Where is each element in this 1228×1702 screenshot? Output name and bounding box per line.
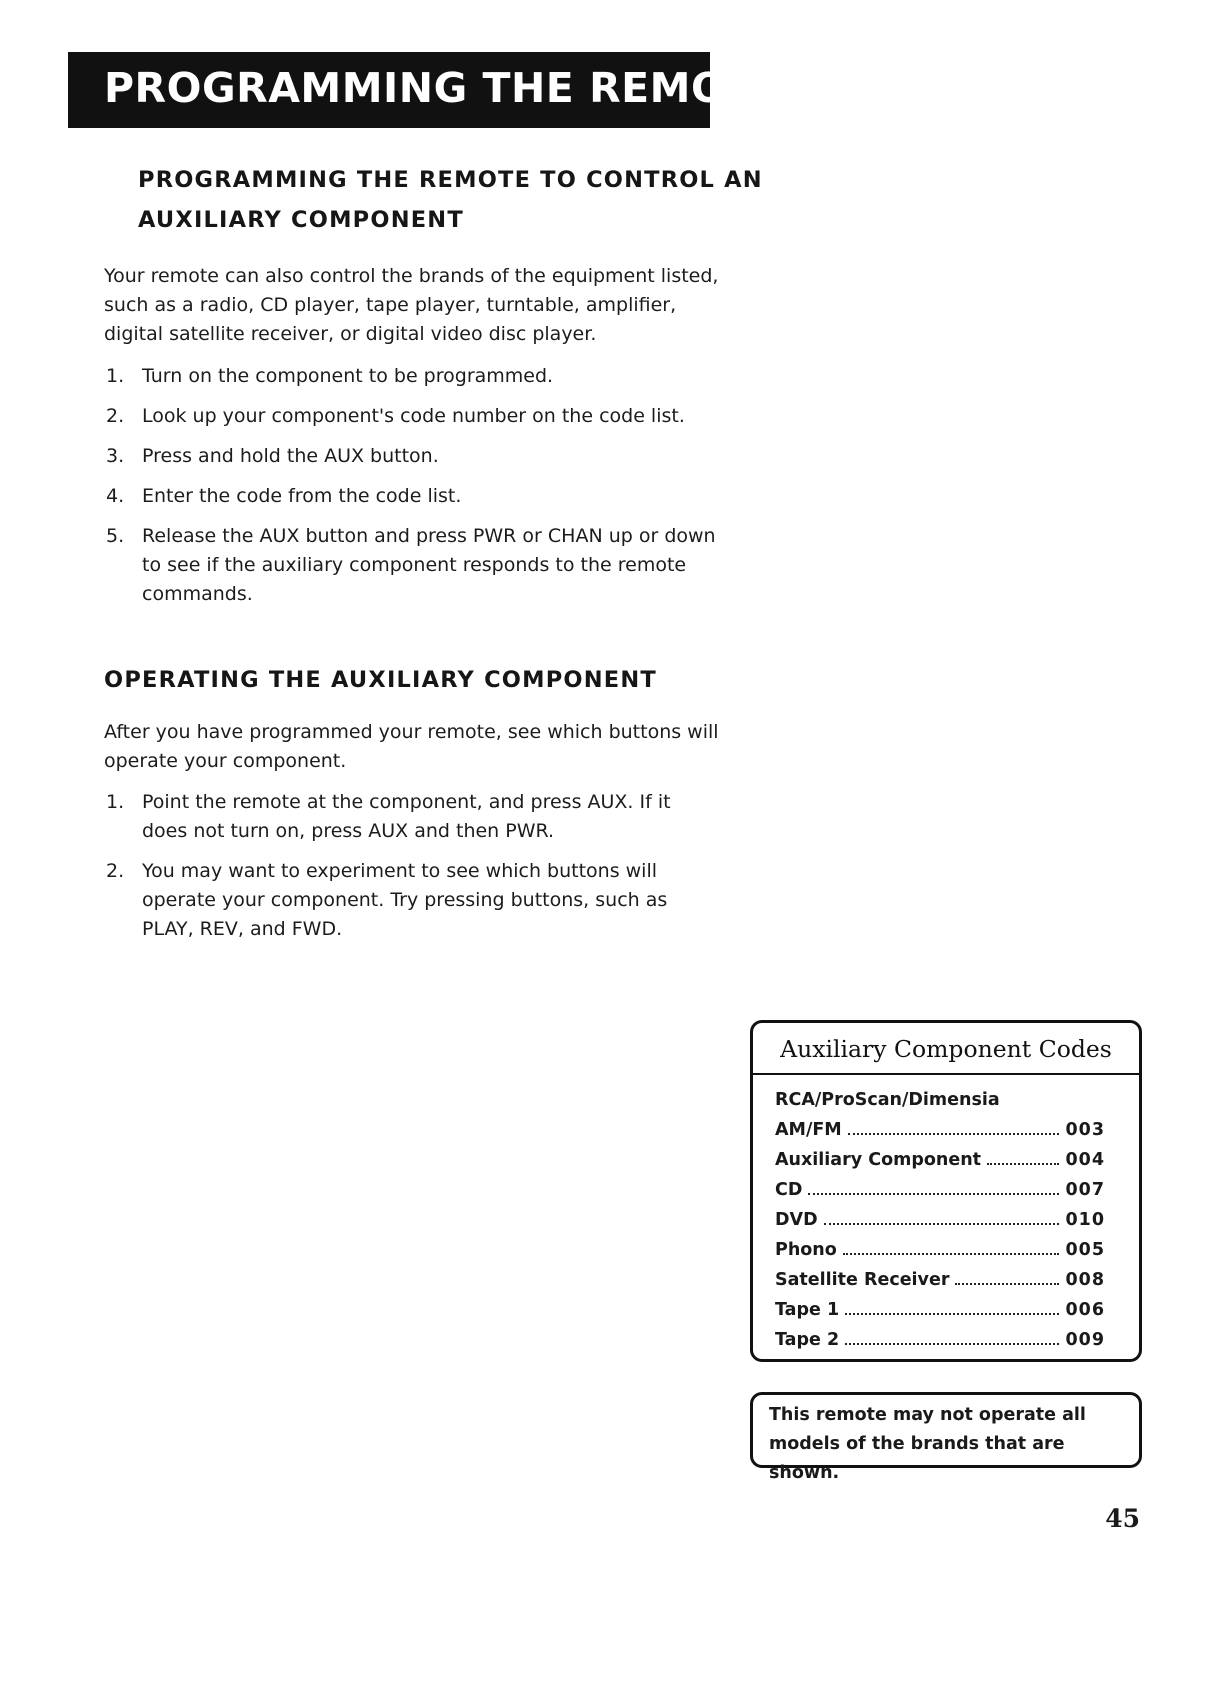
- section-heading-line: PROGRAMMING THE REMOTE TO CONTROL AN: [138, 167, 763, 193]
- step-text: Press and hold the AUX button.: [142, 445, 439, 467]
- code-number: 007: [1065, 1180, 1105, 1200]
- code-number: 005: [1065, 1240, 1105, 1260]
- programming-step: [106, 522, 718, 609]
- step-text: You may want to experiment to see which buttons will operate your component. Try pressing buttons, such as PLAY, REV, and FWD.: [142, 860, 668, 940]
- dot-leader: [955, 1283, 1059, 1285]
- code-number: 004: [1065, 1150, 1105, 1170]
- step-number: 1.: [106, 791, 125, 813]
- dot-leader: [845, 1343, 1059, 1345]
- page-banner: [68, 52, 784, 128]
- section-heading-line: AUXILIARY COMPONENT: [138, 207, 464, 233]
- code-component-name: DVD: [775, 1210, 818, 1230]
- code-component-name: Tape 1: [775, 1300, 840, 1320]
- code-component-name: Phono: [775, 1240, 837, 1260]
- step-text: Look up your component's code number on the code list.: [142, 405, 685, 427]
- section-intro-paragraph: After you have programmed your remote, see which buttons will operate your component.: [104, 721, 719, 772]
- dot-leader: [987, 1163, 1059, 1165]
- code-row: [775, 1295, 1105, 1325]
- step-number: 4.: [106, 485, 125, 507]
- code-row: [775, 1145, 1105, 1175]
- code-row: [775, 1175, 1105, 1205]
- note-box: [750, 1392, 1142, 1483]
- code-row: [775, 1325, 1105, 1355]
- dot-leader: [808, 1193, 1059, 1195]
- step-text: Enter the code from the code list.: [142, 485, 462, 507]
- section-heading-programming: [138, 160, 763, 240]
- codes-box: [750, 1020, 1142, 1362]
- step-text: Turn on the component to be programmed.: [142, 365, 554, 387]
- code-number: 009: [1065, 1330, 1105, 1350]
- code-number: 003: [1065, 1120, 1105, 1140]
- operating-steps-list: [106, 788, 718, 955]
- code-row: [775, 1115, 1105, 1145]
- dot-leader: [845, 1313, 1059, 1315]
- codes-box-title: Auxiliary Component Codes: [753, 1023, 1139, 1075]
- programming-step: [106, 482, 718, 511]
- step-number: 2.: [106, 405, 125, 427]
- codes-list: [775, 1115, 1105, 1355]
- section-heading-operating: OPERATING THE AUXILIARY COMPONENT: [104, 667, 657, 693]
- code-number: 006: [1065, 1300, 1105, 1320]
- step-number: 5.: [106, 525, 125, 547]
- step-text: Point the remote at the component, and press AUX. If it does not turn on, press AUX and then PWR.: [142, 791, 671, 842]
- code-component-name: AM/FM: [775, 1120, 842, 1140]
- programming-steps-list: [106, 362, 718, 620]
- programming-step: [106, 362, 718, 391]
- operating-step: [106, 788, 718, 846]
- dot-leader: [848, 1133, 1060, 1135]
- banner-title: PROGRAMMING THE REMOTE: [104, 64, 784, 112]
- step-number: 1.: [106, 365, 125, 387]
- code-row: [775, 1265, 1105, 1295]
- code-component-name: Auxiliary Component: [775, 1150, 982, 1170]
- section-intro-paragraph: Your remote can also control the brands of the equipment listed, such as a radio, CD player, tape player, turntable, amplifier, digital satellite receiver, or digital video disc player.: [104, 265, 719, 345]
- step-text: Release the AUX button and press PWR or CHAN up or down to see if the auxiliary component responds to the remote commands.: [142, 525, 716, 605]
- programming-step: [106, 442, 718, 471]
- step-number: 2.: [106, 860, 125, 882]
- page-number: 45: [1105, 1504, 1140, 1533]
- code-row: [775, 1235, 1105, 1265]
- code-component-name: CD: [775, 1180, 803, 1200]
- operating-step: [106, 857, 718, 944]
- step-number: 3.: [106, 445, 125, 467]
- code-row: [775, 1205, 1105, 1235]
- programming-step: [106, 402, 718, 431]
- note-text: This remote may not operate all models of the brands that are shown.: [769, 1405, 1086, 1483]
- code-number: 008: [1065, 1270, 1105, 1290]
- codes-brand: RCA/ProScan/Dimensia: [775, 1090, 1000, 1110]
- dot-leader: [824, 1223, 1060, 1225]
- code-component-name: Satellite Receiver: [775, 1270, 950, 1290]
- code-number: 010: [1065, 1210, 1105, 1230]
- dot-leader: [843, 1253, 1060, 1255]
- code-component-name: Tape 2: [775, 1330, 840, 1350]
